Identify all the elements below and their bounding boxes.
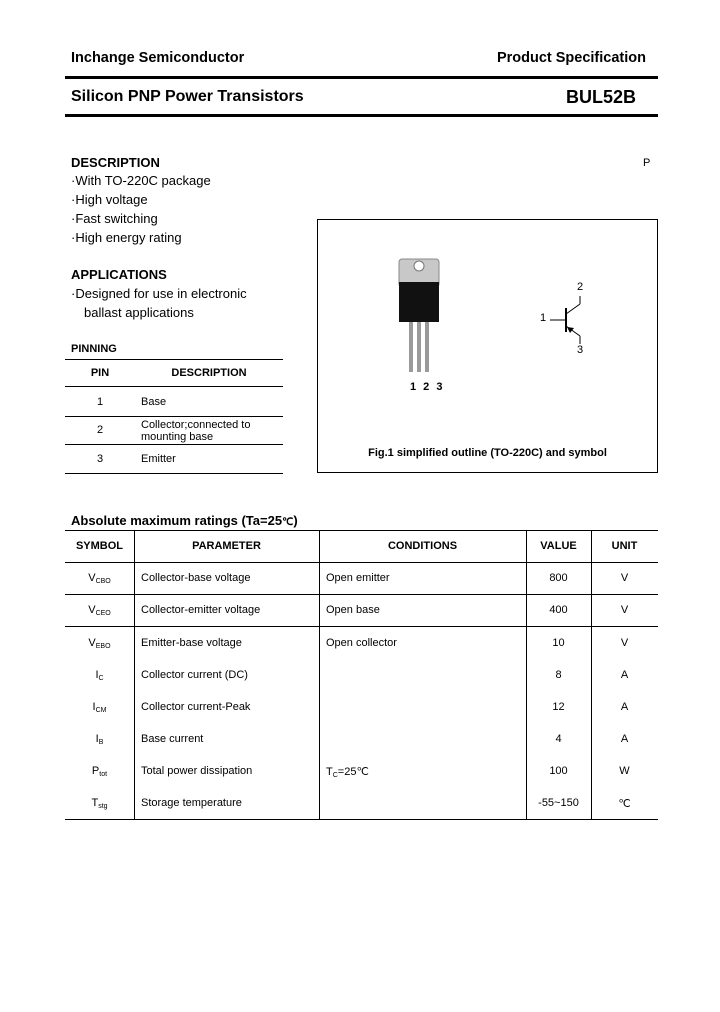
col-parameter: PARAMETER [192, 540, 261, 552]
pinning-bottom-rule [65, 473, 283, 474]
pin-number: 2 [96, 424, 104, 436]
pin-description-header: DESCRIPTION [171, 367, 247, 379]
title-rule [65, 114, 658, 117]
description-heading: DESCRIPTION [71, 155, 160, 170]
applications-line-1: ·Designed for use in electronic [71, 286, 247, 301]
list-item: ·High voltage [71, 192, 148, 207]
stray-mark: P [643, 157, 651, 169]
pin-description: Base [141, 396, 167, 408]
company-name: Inchange Semiconductor [71, 50, 245, 66]
list-item: ·High energy rating [71, 230, 182, 245]
package-pin-numbers: 1 2 3 [410, 381, 445, 393]
pin-description: Emitter [141, 453, 176, 465]
symbol-pin-3: 3 [577, 344, 584, 356]
pin-description-cont: mounting base [141, 431, 214, 443]
figure-caption: Fig.1 simplified outline (TO-220C) and symbol [368, 447, 607, 459]
col-symbol: SYMBOL [75, 540, 124, 552]
pin-column-header: PIN [90, 367, 110, 379]
part-number: BUL52B [565, 87, 636, 107]
col-value: VALUE [540, 540, 577, 552]
figure-box [317, 219, 658, 473]
header-rule [65, 76, 658, 79]
applications-heading: APPLICATIONS [71, 267, 167, 282]
to220-package-drawing [318, 220, 657, 472]
applications-line-2: ballast applications [84, 305, 194, 320]
product-line: Silicon PNP Power Transistors [71, 88, 304, 105]
symbol-pin-1: 1 [540, 312, 547, 324]
pin-number: 3 [96, 453, 104, 465]
pin-number: 1 [96, 396, 104, 408]
pinning-heading: PINNING [71, 343, 117, 355]
col-conditions: CONDITIONS [387, 540, 458, 552]
pinning-row-rule [65, 416, 283, 417]
spec-label: Product Specification [496, 50, 646, 66]
symbol-pin-2: 2 [577, 281, 584, 293]
pinning-top-rule [65, 359, 283, 360]
ratings-heading: Absolute maximum ratings (Ta=25℃) [71, 513, 298, 528]
pinning-header-rule [65, 386, 283, 387]
list-item: ·With TO-220C package [71, 173, 211, 188]
pin-description: Collector;connected to [141, 419, 251, 431]
pinning-row-rule [65, 444, 283, 445]
col-unit: UNIT [611, 540, 638, 552]
list-item: ·Fast switching [71, 211, 158, 226]
description-list [71, 173, 211, 249]
